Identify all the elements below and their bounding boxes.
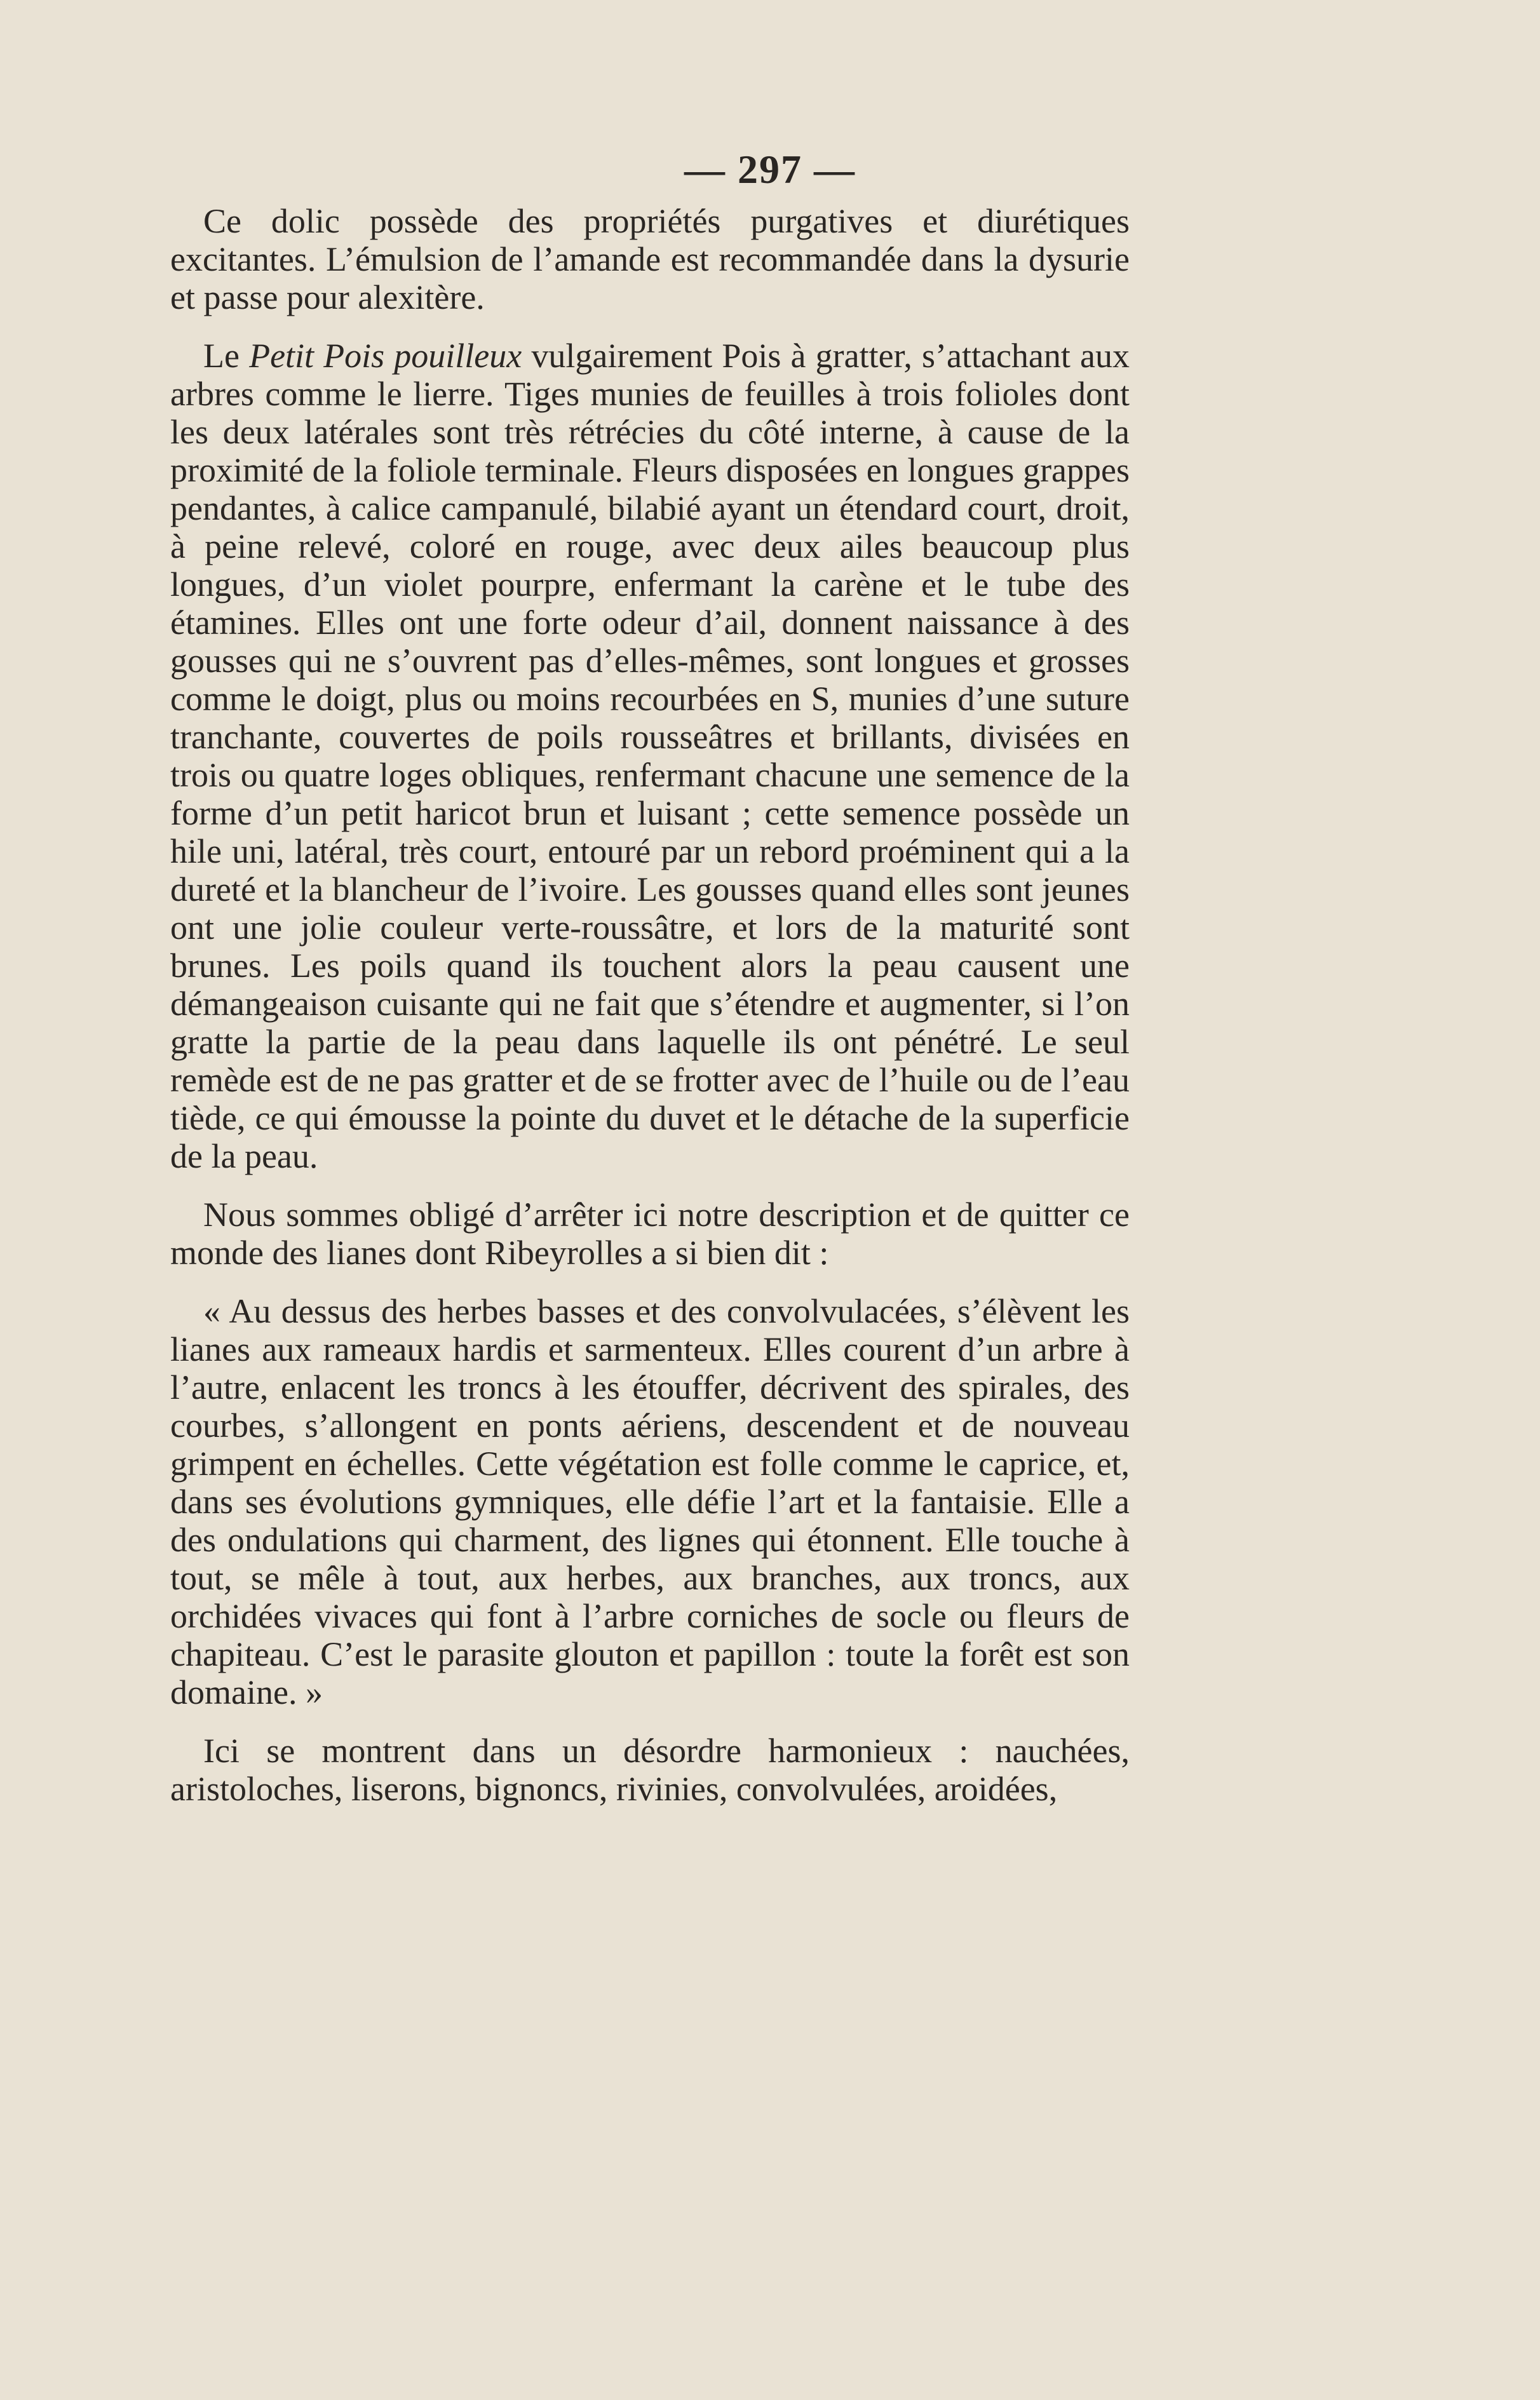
quote-text: « Au dessus des herbes basses et des convolvulacées, s’élèvent les lianes aux rameaux hardis et sarmenteux. Elles courent d’un arbre à l’autre, enlacent les troncs à les étouffer, décrivent des spirales, des courbes, s’allongent en ponts aériens, descendent et de nouveau grimpent en échelles. Cette végétation est folle comme le caprice, et, dans ses évolutions gymniques, elle défie l’art et la fantaisie. Elle a des ondulations qui charment, des lignes qui étonnent. Elle touche à tout, se mêle à tout, aux herbes, aux branches, aux troncs, aux orchidées vivaces qui font à l’arbre corniches de socle ou fleurs de chapiteau. C’est le parasite glouton et papillon : toute la forêt est son domaine. » — [170, 1292, 1130, 1711]
paragraph-lianes-intro — [170, 1196, 1130, 1272]
paragraph-prefix: Le — [203, 337, 250, 375]
species-name-italic: Petit Pois pouilleux — [249, 337, 522, 375]
body-text — [170, 202, 1130, 1828]
paragraph-petit-pois-pouilleux — [170, 337, 1130, 1175]
paragraph-dolic-properties — [170, 202, 1130, 316]
paragraph-text: vulgairement Pois à gratter, s’attachant aux arbres comme le lierre. Tiges munies de feuilles à trois folioles dont les deux latérales sont très rétrécies du côté interne, à cause de la proximité de la foliole terminale. Fleurs disposées en longues grappes pendantes, à calice campanulé, bilabié ayant un étendard court, droit, à peine relevé, coloré en rouge, avec deux ailes beaucoup plus longues, d’un violet pourpre, enfermant la carène et le tube des étamines. Elles ont une forte odeur d’ail, donnent naissance à des gousses qui ne s’ouvrent pas d’elles-mêmes, sont longues et grosses comme le doigt, plus ou moins recourbées en S, munies d’une suture tranchante, couvertes de poils rousseâtres et brillants, divisées en trois ou quatre loges obliques, renfermant chacune une semence de la forme d’un petit haricot brun et luisant ; cette semence possède un hile uni, latéral, très court, entouré par un rebord proéminent qui a la dureté et la blancheur de l’ivoire. Les gousses quand elles sont jeunes ont une jolie couleur verte-roussâtre, et lors de la maturité sont brunes. Les poils quand ils touchent alors la peau causent une démangeaison cuisante qui ne fait que s’étendre et augmenter, si l’on gratte la partie de la peau dans laquelle ils ont pénétré. Le seul remède est de ne pas gratter et de se frotter avec de l’huile ou de l’eau tiède, ce qui émousse la pointe du duvet et le détache de la superficie de la peau. — [170, 337, 1130, 1175]
paragraph-text: Ce dolic possède des propriétés purgatives et diurétiques excitantes. L’émulsion de l’amande est recommandée dans la dysurie et passe pour alexitère. — [170, 202, 1130, 316]
paragraph-ribeyrolles-quote — [170, 1292, 1130, 1711]
page-number: — 297 — — [684, 147, 856, 192]
paragraph-text: Ici se montrent dans un désordre harmonieux : nauchées, aristoloches, liserons, bignoncs, rivinies, convolvulées, aroidées, — [170, 1732, 1130, 1808]
paragraph-plant-list — [170, 1732, 1130, 1808]
paragraph-text: Nous sommes obligé d’arrêter ici notre description et de quitter ce monde des lianes dont Ribeyrolles a si bien dit : — [170, 1196, 1130, 1272]
